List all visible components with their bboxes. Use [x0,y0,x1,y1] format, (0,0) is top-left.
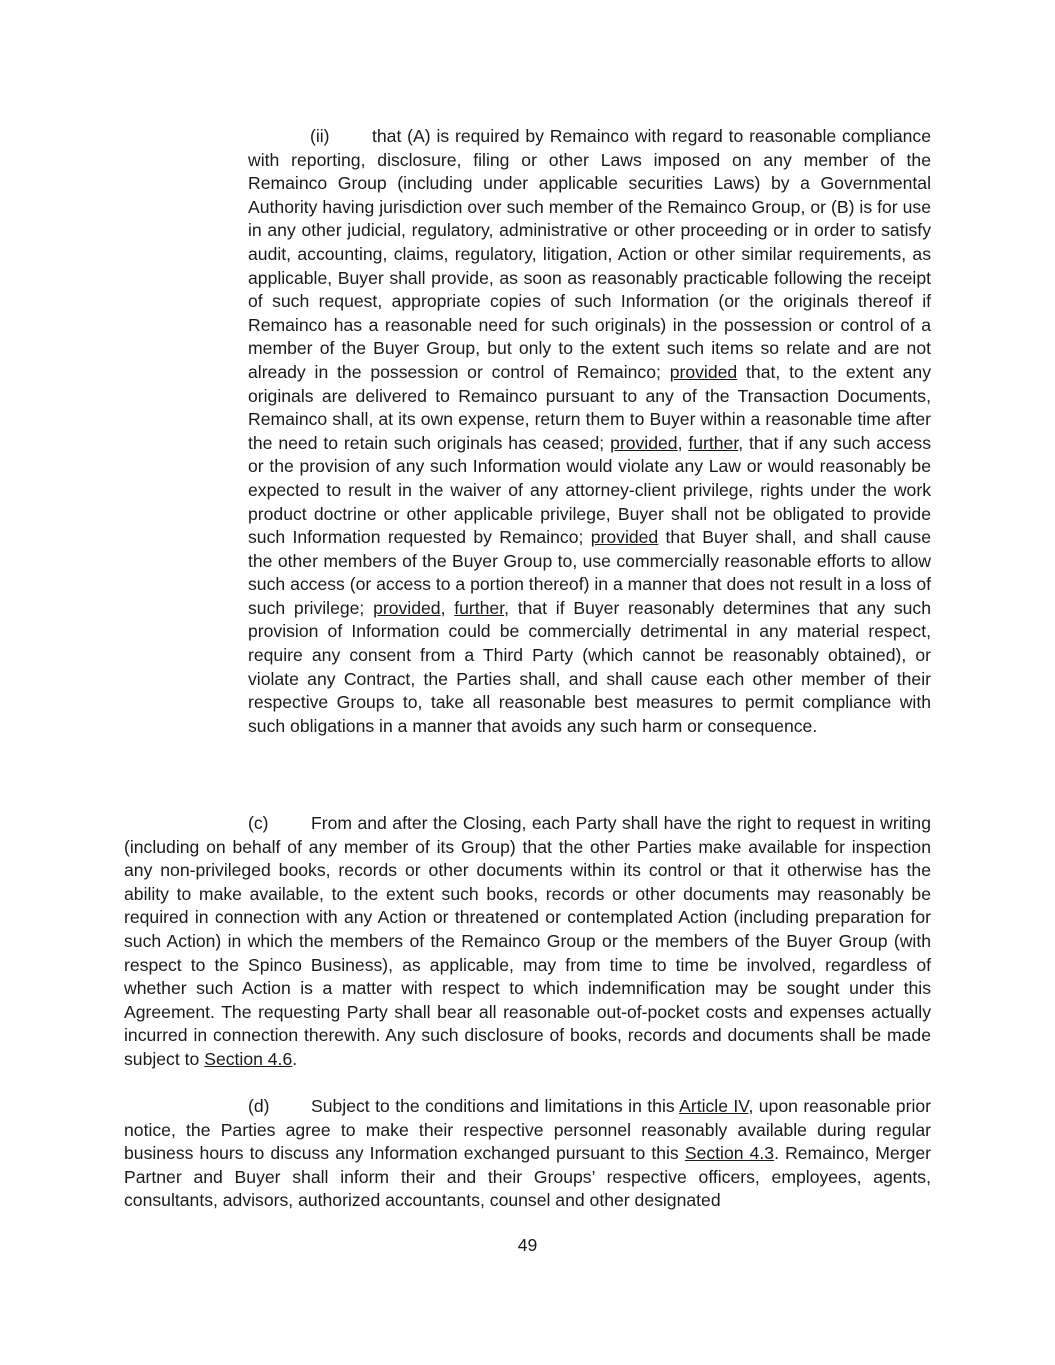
paragraph-label: (ii) [310,126,330,146]
underlined-term: provided [373,597,441,618]
underlined-term: further [688,432,739,453]
paragraph-c [124,812,931,1072]
section-reference: Section 4.3 [684,1143,775,1164]
paragraph-text: . [292,1048,298,1069]
underlined-term: provided [669,361,738,382]
paragraph-text: . Remainco, Merger Partner and Buyer shall inform their and their Groups’ respective officers, employees, agents, consultants, advisors, authorized accountants, counsel and other designated [124,1143,931,1211]
paragraph-text: Subject to the conditions and limitations in this [311,1096,680,1116]
paragraph-text: , upon reasonable prior notice, the Parties agree to make their respective personnel reasonably available during regular business hours to discuss any Information exchanged pursuant to this [124,1096,931,1164]
paragraph-text: that Buyer shall, and shall cause the other members of the Buyer Group to, use commercially reasonable efforts to allow such access (or access to a portion thereof) in a manner that does not result in a loss of such privilege; [248,527,932,618]
paragraph-text: , [677,432,689,453]
underlined-term: provided [610,432,678,453]
page-number: 49 [517,1235,538,1255]
paragraph-d [124,1095,931,1213]
paragraph-text: From and after the Closing, each Party shall have the right to request in writing (including on behalf of any member of its Group) that the other Parties make available for inspection any non-privileged books, records or other documents within its control or that it otherwise has the ability to make available, to the extent such books, records or other documents may reasonably be required in connection with any Action or threatened or contemplated Action (including preparation for such Action) in which the members of the Remainco Group or the members of the Buyer Group (with respect to the Spinco Business), as applicable, may from time to time be involved, regardless of whether such Action is a matter with respect to which indemnification may be sought under this Agreement. The requesting Party shall bear all reasonable out-of-pocket costs and expenses actually incurred in connection therewith. Any such disclosure of books, records and documents shall be made subject to [124,813,931,1069]
paragraph-ii [248,125,931,738]
paragraph-text: that, to the extent any originals are delivered to Remainco pursuant to any of the Transaction Documents, Remainco shall, at its own expense, return them to Buyer within a reasonable time after the need to retain such originals has ceased; [248,361,931,453]
paragraph-text: , that if any such access or the provision of any such Information would violate any Law or would reasonably be expected to result in the waiver of any attorney-client privilege, rights under the work product doctrine or other applicable privilege, Buyer shall not be obligated to provide such Information requested by Remainco; [248,432,931,548]
underlined-term: further [454,597,505,618]
underlined-term: provided [590,527,659,548]
article-reference: Article IV [679,1096,749,1116]
section-reference: Section 4.6 [204,1048,293,1069]
paragraph-text: , that if Buyer reasonably determines that any such provision of Information could be commercially detrimental in any material respect, require any consent from a Third Party (which cannot be reasonably obtained), or violate any Contract, the Parties shall, and shall cause each other member of their respective Groups to, take all reasonable best measures to permit compliance with such obligations in a manner that avoids any such harm or consequence. [248,597,931,736]
paragraph-text: that (A) is required by Remainco with regard to reasonable compliance with reporting, disclosure, filing or other Laws imposed on any member of the Remainco Group (including under applicable securities Laws) by a Governmental Authority having jurisdiction over such member of the Remainco Group, or (B) is for use in any other judicial, regulatory, administrative or other proceeding or in order to satisfy audit, accounting, claims, regulatory, litigation, Action or other similar requirements, as applicable, Buyer shall provide, as soon as reasonably practicable following the receipt of such request, appropriate copies of such Information (or the originals thereof if Remainco has a reasonable need for such originals) in the possession or control of a member of the Buyer Group, but only to the extent such items so relate and are not already in the possession or control of Remainco; [248,126,931,382]
paragraph-text: , [440,597,455,618]
paragraph-label: (d) [248,1096,270,1116]
paragraph-label: (c) [248,813,269,833]
